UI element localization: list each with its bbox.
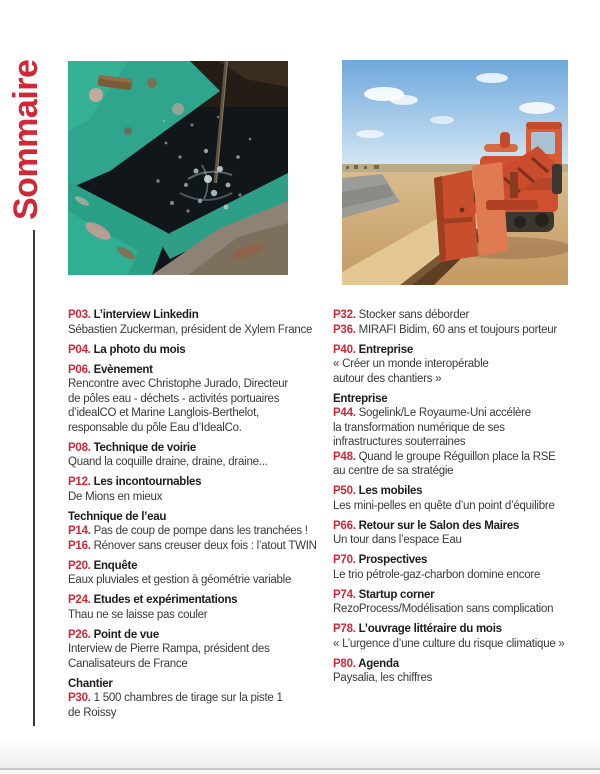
toc-block — [333, 308, 597, 337]
toc-column-left — [68, 308, 332, 726]
toc-entry-desc: Le trio pétrole-gaz-charbon domine encore — [333, 568, 541, 581]
toc-page-number: P20. — [68, 559, 94, 572]
toc-entry-text: Rénover sans creuser deux fois : l’atout TWIN — [93, 539, 317, 552]
toc-entry — [333, 519, 597, 534]
toc-page-number: P14. — [68, 525, 94, 537]
toc-page-number: P26. — [68, 628, 94, 641]
toc-page-number: P80. — [333, 657, 359, 670]
toc-entry-desc: RezoProcess/Modélisation sans complication — [333, 603, 554, 615]
toc-block — [333, 622, 597, 651]
toc-entry — [333, 657, 597, 672]
toc-entry-title: L’interview Linkedin — [93, 309, 199, 321]
page-title-vertical: Sommaire — [7, 59, 45, 220]
toc-block — [68, 441, 332, 470]
toc-entry-title: Point de vue — [93, 628, 159, 641]
toc-entry — [68, 475, 332, 490]
toc-page-number: P06. — [68, 363, 94, 376]
toc-entry-desc: Interview de Pierre Rampa, président des — [68, 643, 270, 655]
toc-block — [333, 588, 597, 617]
toc-page-number: P16. — [68, 539, 94, 552]
toc-entry-desc: autour des chantiers » — [333, 372, 442, 385]
toc-block — [68, 677, 332, 721]
toc-page-number: P36. — [333, 323, 359, 336]
toc-page-number: P66. — [333, 519, 359, 532]
toc-block — [333, 553, 597, 582]
toc-entry — [333, 588, 597, 603]
toc-entry-title: Etudes et expérimentations — [93, 594, 238, 606]
toc-entry — [68, 441, 332, 456]
toc-entry-title: Evènement — [93, 363, 153, 376]
toc-page-number: P78. — [333, 623, 359, 635]
toc-entry-title: Technique de voirie — [93, 441, 197, 454]
toc-section-header: Entreprise — [333, 392, 388, 405]
toc-entry-desc: « L’urgence d’une culture du risque climatique » — [333, 637, 565, 650]
toc-block — [68, 593, 332, 622]
toc-block — [68, 343, 332, 358]
toc-entry — [68, 628, 332, 643]
toc-block — [333, 519, 597, 548]
toc-entry-text: de Roissy — [68, 706, 117, 719]
toc-block — [333, 484, 597, 513]
trenching-machine-illustration — [342, 60, 568, 285]
toc-entry-desc: de pôles eau - déchets - activités portuaires — [68, 392, 280, 405]
toc-entry-desc: Un tour dans l’espace Eau — [333, 534, 462, 546]
toc-page-number: P32. — [333, 309, 359, 321]
toc-entry — [333, 553, 597, 568]
toc-entry — [68, 524, 332, 539]
toc-entry-desc: Eaux pluviales et gestion à géométrie variable — [68, 574, 292, 586]
toc-page-number: P44. — [333, 407, 359, 419]
toc-page-number: P08. — [68, 441, 94, 454]
toc-entry — [333, 406, 597, 450]
toc-entry-desc: Les mini-pelles en quête d’un point d’équilibre — [333, 499, 555, 512]
toc-column-right — [333, 308, 597, 691]
toc-page-number: P48. — [333, 450, 359, 463]
toc-entry — [68, 343, 332, 358]
toc-entry-text: Stocker sans déborder — [358, 309, 470, 321]
toc-entry-text: au centre de sa stratégie — [333, 465, 454, 477]
manhole-water-illustration — [68, 61, 288, 275]
toc-page-number: P30. — [68, 692, 94, 704]
toc-block — [68, 510, 332, 554]
toc-entry-title: Entreprise — [358, 343, 413, 356]
toc-page-number: P50. — [333, 485, 359, 497]
toc-entry-title: Prospectives — [358, 554, 428, 566]
toc-entry — [68, 539, 332, 554]
toc-entry-desc: Thau ne se laisse pas couler — [68, 608, 208, 621]
toc-page-number: P04. — [68, 343, 94, 356]
toc-entry — [333, 343, 597, 358]
toc-entry-title: Enquête — [93, 559, 138, 572]
toc-entry — [68, 593, 332, 608]
toc-entry — [333, 484, 597, 499]
toc-entry-desc: Canalisateurs de France — [68, 657, 188, 670]
toc-page-number: P74. — [333, 588, 359, 601]
toc-entry-title: L’ouvrage littéraire du mois — [358, 623, 502, 635]
toc-entry-title: Retour sur le Salon des Maires — [358, 519, 520, 532]
toc-block — [333, 392, 597, 479]
toc-page-number: P24. — [68, 594, 94, 606]
toc-page-number: P40. — [333, 343, 359, 356]
toc-entry-text: la transformation numérique de ses — [333, 421, 505, 434]
vertical-divider-rule — [33, 230, 35, 726]
toc-entry-text: infrastructures souterraines — [333, 436, 466, 448]
toc-entry-desc: responsable du pôle Eau d’IdealCo. — [68, 421, 242, 434]
toc-section-header: Technique de l’eau — [68, 510, 167, 523]
toc-entry — [333, 308, 597, 323]
toc-entry-title: Les mobiles — [358, 485, 423, 497]
toc-entry-title: Startup corner — [358, 588, 435, 601]
toc-entry-desc: Sébastien Zuckerman, président de Xylem France — [68, 323, 313, 336]
toc-block — [333, 343, 597, 387]
toc-entry-desc: De Mions en mieux — [68, 490, 163, 503]
toc-entry-text: Pas de coup de pompe dans les tranchées ! — [93, 525, 308, 537]
toc-section-header: Chantier — [68, 677, 113, 690]
toc-entry-desc: Quand la coquille draine, draine, draine... — [68, 456, 268, 468]
toc-entry-text: 1 500 chambres de tirage sur la piste 1 — [93, 692, 283, 704]
toc-block — [68, 475, 332, 504]
toc-block — [68, 363, 332, 436]
toc-entry-desc: « Créer un monde interopérable — [333, 358, 489, 370]
toc-entry — [68, 308, 332, 323]
toc-entry-desc: Rencontre avec Christophe Jurado, Directeur — [68, 378, 289, 390]
toc-block — [68, 559, 332, 588]
manhole-water-photo — [68, 61, 288, 275]
toc-entry-text: MIRAFI Bidim, 60 ans et toujours porteur — [358, 323, 557, 336]
toc-entry-desc: Paysalia, les chiffres — [333, 672, 433, 684]
toc-entry — [68, 691, 332, 720]
toc-entry-title: La photo du mois — [93, 343, 186, 356]
toc-entry-text: Quand le groupe Réguillon place la RSE — [358, 450, 556, 463]
toc-page-number: P12. — [68, 476, 94, 488]
toc-entry — [333, 450, 597, 479]
toc-entry — [333, 323, 597, 338]
toc-entry — [68, 559, 332, 574]
toc-block — [68, 628, 332, 672]
toc-entry — [333, 622, 597, 637]
toc-page-number: P03. — [68, 309, 94, 321]
trenching-machine-photo — [342, 60, 568, 285]
toc-block — [68, 308, 332, 337]
toc-entry — [68, 363, 332, 378]
toc-block — [333, 657, 597, 686]
toc-entry-desc: d’idealCO et Marine Langlois-Berthelot, — [68, 407, 259, 419]
toc-entry-title: Les incontournables — [93, 476, 202, 488]
toc-page-number: P70. — [333, 554, 359, 566]
toc-entry-text: Sogelink/Le Royaume-Uni accélère — [358, 407, 531, 419]
page-bottom-edge — [0, 740, 600, 774]
toc-entry-title: Agenda — [358, 657, 399, 670]
